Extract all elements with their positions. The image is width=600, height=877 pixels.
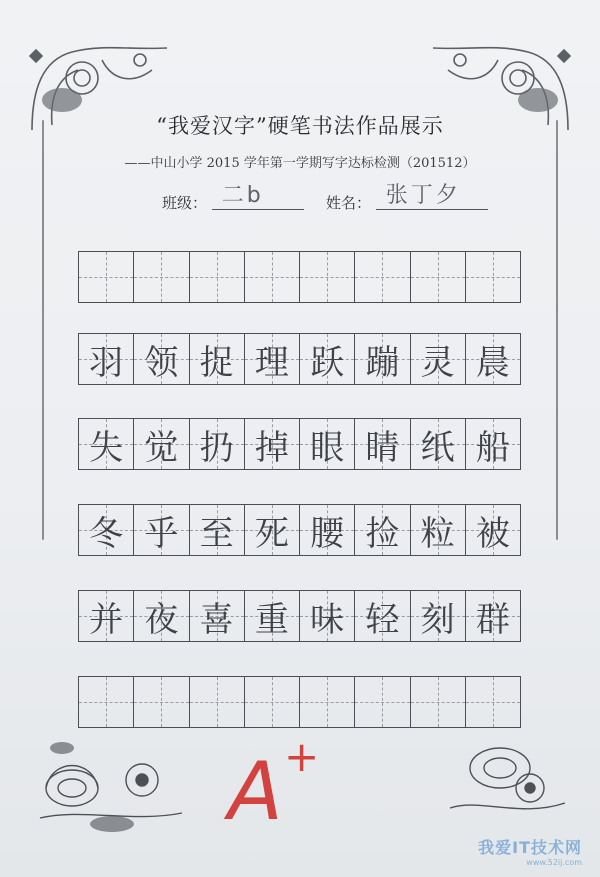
grid-cell [190,252,245,302]
grid-cell: 并 [79,591,134,641]
grid-cell: 腰 [300,505,355,555]
practice-row [78,418,521,470]
grid-cell: 领 [134,334,189,384]
grid-cell: 扔 [190,419,245,469]
practice-row [78,333,521,385]
frame-right-line [556,120,558,540]
grid-cell: 掉 [245,419,300,469]
grid-cell: 眼 [300,419,355,469]
grid-cell [79,252,134,302]
grid-cell [355,677,410,727]
grid-cell: 理 [245,334,300,384]
grid-cell: 灵 [411,334,466,384]
grid-cell [79,677,134,727]
grid-cell: 觉 [134,419,189,469]
page-subtitle: ——中山小学 2015 学年第一学期写字达标检测（201512） [124,156,476,171]
grid-cell: 纸 [411,419,466,469]
grid-cell: 轻 [355,591,410,641]
grid-cell: 刻 [411,591,466,641]
grid-cell: 群 [466,591,520,641]
grid-cell [466,677,520,727]
grid-cell: 夜 [134,591,189,641]
grid-cell [134,252,189,302]
frame-left-line [42,120,44,540]
page-title: “我爱汉字”硬笔书法作品展示 [156,114,444,138]
flower-ornament-icon [440,728,570,828]
grid-cell [466,252,520,302]
grid-cell: 乎 [134,505,189,555]
grid-cell: 粒 [411,505,466,555]
grid-cell: 失 [79,419,134,469]
grid-cell: 跃 [300,334,355,384]
grid-cell [411,252,466,302]
grid-cell [355,252,410,302]
grid-cell: 蹦 [355,334,410,384]
grid-cell: 船 [466,419,520,469]
watermark-text: 我爱IT技术网 [478,838,582,857]
grid-cell: 死 [245,505,300,555]
grid-cell: 冬 [79,505,134,555]
grid-cell: 捉 [190,334,245,384]
grid-cell [245,252,300,302]
grid-cell [300,252,355,302]
practice-row [78,590,521,642]
grid-cell: 重 [245,591,300,641]
name-label: 姓名： [326,194,372,212]
grid-cell [245,677,300,727]
class-label: 班级： [162,194,208,212]
watermark-url: www.52ij.com [526,858,582,867]
grid-cell: 至 [190,505,245,555]
grid-cell [190,677,245,727]
grid-cell: 晨 [466,334,520,384]
grade-modifier: + [284,732,320,781]
grid-cell [300,677,355,727]
class-value: 二b [212,178,304,210]
grid-cell: 睛 [355,419,410,469]
flower-ornament-icon [32,728,192,838]
grade-mark [228,732,320,838]
practice-row [78,504,521,556]
grid-cell [411,677,466,727]
watermark-logo [478,835,582,867]
grid-cell: 被 [466,505,520,555]
practice-row [78,676,521,728]
grid-cell: 羽 [79,334,134,384]
practice-row [78,251,521,303]
name-field [326,183,486,213]
grid-cell: 喜 [190,591,245,641]
class-field [162,183,304,213]
grade-letter: A [228,745,283,838]
name-value: 张丁夕 [376,178,488,210]
grid-cell: 味 [300,591,355,641]
grid-cell [134,677,189,727]
grid-cell: 捡 [355,505,410,555]
